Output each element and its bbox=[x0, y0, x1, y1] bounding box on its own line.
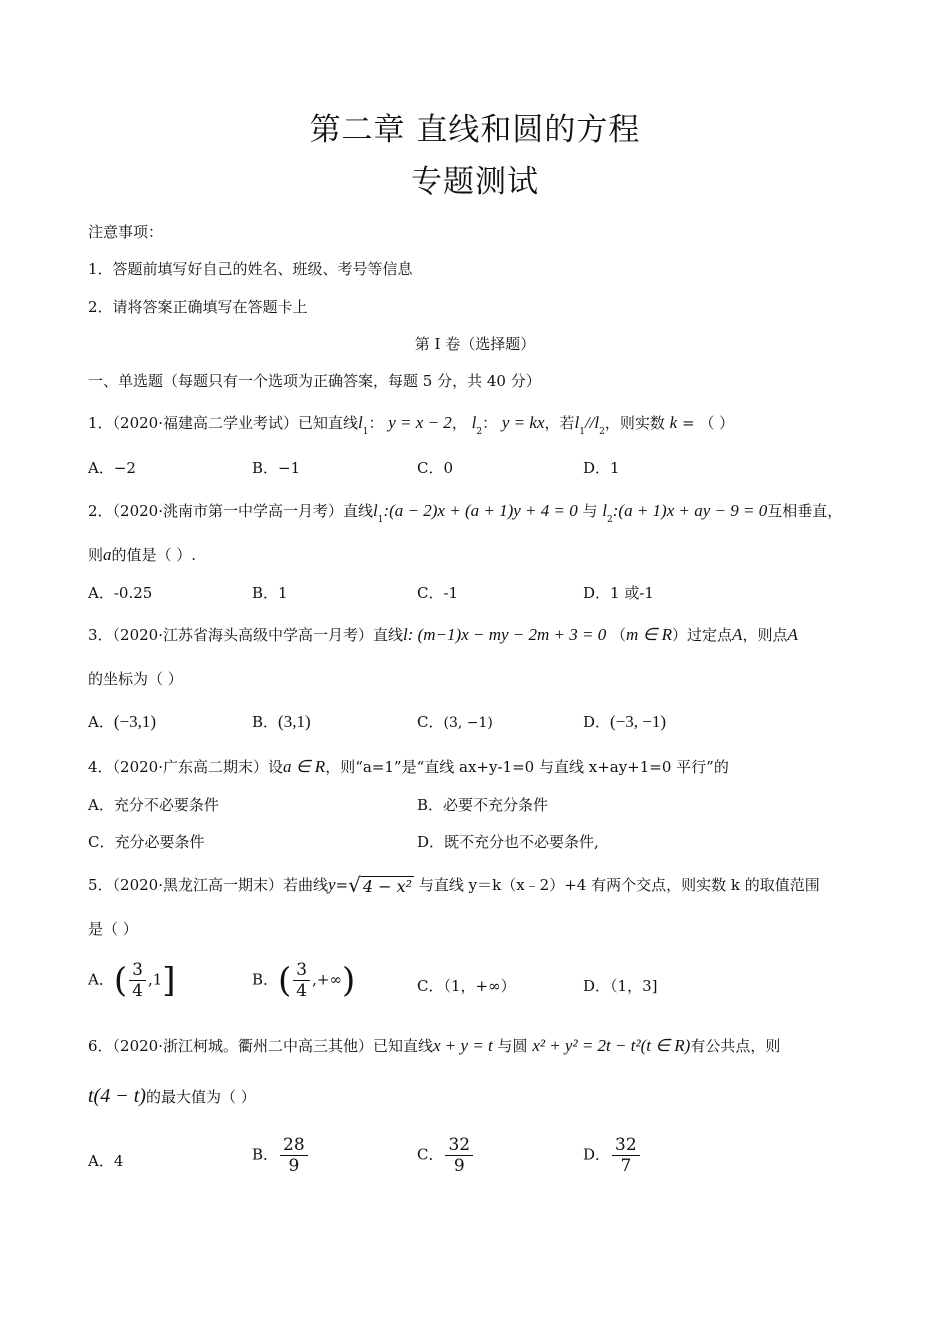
q5-y: y bbox=[328, 875, 336, 894]
q6-cond: (t ∈ R) bbox=[640, 1036, 691, 1055]
q6-d-frac bbox=[612, 1135, 640, 1176]
q4-text: ，则“a=1”是“直线 ax+y-1=0 与直线 x+ay+1=0 平行”的 bbox=[325, 758, 729, 776]
q3-eq: : (m−1)x − my − 2m + 3 = 0 bbox=[407, 625, 607, 644]
test-subtitle: 专题测试 bbox=[411, 164, 539, 200]
q5-option-a bbox=[88, 960, 176, 1001]
q6-expr: t(4 − t) bbox=[88, 1085, 146, 1107]
q4-cond: a ∈ R bbox=[283, 757, 326, 776]
q5-b-open: ( bbox=[278, 960, 292, 1001]
question-3-line2: 的坐标为（ ） bbox=[88, 670, 183, 688]
q2-stem: 2．（2020·洮南市第一中学高一月考）直线 bbox=[88, 502, 373, 520]
question-4 bbox=[88, 756, 729, 778]
q6-ask: 的最大值为（ ） bbox=[145, 1088, 256, 1106]
q3-option-c bbox=[417, 711, 493, 734]
q5-eqsign: = bbox=[335, 876, 349, 894]
q1-k: k bbox=[669, 413, 678, 432]
q2-ask: 的值是（ ）. bbox=[111, 546, 197, 564]
chapter-title: 第二章 直线和圆的方程 bbox=[309, 112, 641, 148]
q5-a-den: 4 bbox=[132, 981, 143, 1001]
q1-sep: ， bbox=[451, 414, 467, 432]
q4-stem: 4．（2020·广东高二期末）设 bbox=[88, 758, 283, 776]
q1-sub2: 2 bbox=[476, 427, 483, 437]
q2-sub2: 2 bbox=[607, 515, 613, 525]
q2-eq2: :(a + 1)x + ay − 9 = 0 bbox=[612, 501, 768, 520]
q3-option-c-value: (3, −1) bbox=[443, 715, 493, 731]
q2-eq1: :(a − 2)x + (a + 1)y + 4 = 0 bbox=[383, 501, 578, 520]
q3-stem: 3．（2020·江苏省海头高级中学高一月考）直线 bbox=[88, 626, 403, 644]
q2-end: 互相垂直， bbox=[767, 502, 843, 520]
q3-l: l bbox=[403, 625, 408, 644]
q3-option-d-label: D． bbox=[583, 713, 611, 731]
q2-option-a: A．-0.25 bbox=[88, 584, 153, 602]
q1-colon1: ： bbox=[368, 414, 384, 432]
q3-point-a: A bbox=[732, 625, 743, 644]
question-1 bbox=[88, 412, 734, 443]
q6-b-frac bbox=[280, 1135, 308, 1176]
q3-option-c-label: C． bbox=[417, 713, 444, 731]
q2-l2: l bbox=[602, 501, 608, 520]
question-3 bbox=[88, 624, 798, 646]
q1-colon2: ： bbox=[482, 414, 498, 432]
q1-sub1: 1 bbox=[362, 427, 369, 437]
q3-cond-open: （ bbox=[611, 626, 627, 644]
question-5-line2: 是（ ） bbox=[88, 920, 138, 938]
q3-option-b-value: (3,1) bbox=[278, 712, 311, 731]
q2-a: a bbox=[103, 545, 112, 564]
q5-a-close: ] bbox=[162, 960, 176, 1001]
q6-d-num: 32 bbox=[612, 1135, 640, 1156]
q5-b-num: 3 bbox=[293, 960, 310, 981]
q1-l2: l bbox=[471, 413, 477, 432]
q5-option-b-label: B． bbox=[252, 970, 279, 989]
q5-option-c: C．（1，+∞） bbox=[417, 977, 516, 995]
q6-option-c-label: C． bbox=[417, 1145, 444, 1164]
question-5 bbox=[88, 874, 820, 898]
q6-stem: 6．（2020·浙江柯城。衢州二中高三其他）已知直线 bbox=[88, 1037, 433, 1055]
q2-l1: l bbox=[373, 501, 378, 520]
q1-eq2: y = kx bbox=[501, 413, 545, 432]
q6-mid: 与圆 bbox=[492, 1037, 533, 1055]
q5-a-tail: ,1 bbox=[147, 970, 163, 989]
q5-option-b bbox=[252, 960, 355, 1001]
q1-par-sym: //l bbox=[584, 413, 600, 432]
q1-eq1: y = x − 2 bbox=[388, 413, 452, 432]
q6-option-c bbox=[417, 1135, 475, 1176]
q5-option-a-label: A． bbox=[88, 970, 114, 989]
question-2-line2 bbox=[88, 544, 196, 566]
q2-option-b: B．1 bbox=[252, 584, 288, 602]
q6-option-a: A．4 bbox=[88, 1152, 124, 1170]
q6-b-den: 9 bbox=[288, 1156, 300, 1176]
q4-option-a: A．充分不必要条件 bbox=[88, 796, 219, 814]
note-item-1: 1．答题前填写好自己的姓名、班级、考号等信息 bbox=[88, 260, 413, 278]
question-6 bbox=[88, 1035, 780, 1057]
q5-a-frac bbox=[129, 960, 146, 1001]
q6-option-d bbox=[583, 1135, 642, 1176]
question-2 bbox=[88, 500, 842, 531]
q1-par-sub1: 1 bbox=[579, 427, 585, 437]
q2-sub1: 1 bbox=[377, 515, 384, 525]
q6-c-frac bbox=[445, 1135, 473, 1176]
q3-option-a bbox=[88, 711, 156, 733]
q6-eq1: x + y = t bbox=[433, 1036, 493, 1055]
q3-cond: m ∈ R bbox=[626, 625, 673, 644]
q5-a-open: ( bbox=[113, 960, 128, 1001]
q2-option-d: D．1 或-1 bbox=[583, 584, 654, 602]
q4-option-b: B．必要不充分条件 bbox=[417, 796, 549, 814]
q5-radicand: 4 − x² bbox=[362, 877, 413, 896]
q5-stem: 5．（2020·黑龙江高一期末）若曲线 bbox=[88, 876, 328, 894]
q5-b-close: ) bbox=[341, 960, 356, 1001]
q3-end: ，则点 bbox=[742, 626, 788, 644]
q1-par-l: l bbox=[574, 413, 580, 432]
q1-l1: l bbox=[358, 413, 363, 432]
part-heading: 一、单选题（每题只有一个选项为正确答案，每题 5 分，共 40 分） bbox=[88, 372, 541, 390]
q6-c-num: 32 bbox=[445, 1135, 473, 1156]
q5-b-tail: ,+∞ bbox=[312, 970, 342, 989]
q1-par-sub2: 2 bbox=[599, 427, 605, 437]
q5-b-den: 4 bbox=[296, 981, 308, 1001]
q5-option-d: D．（1，3] bbox=[583, 977, 658, 995]
q6-end: 有公共点，则 bbox=[690, 1037, 781, 1055]
q1-stem: 1．（2020·福建高二学业考试）已知直线 bbox=[88, 414, 358, 432]
q3-cond-close: ）过定点 bbox=[672, 626, 733, 644]
question-6-line2 bbox=[88, 1085, 256, 1108]
q6-c-den: 9 bbox=[453, 1156, 465, 1176]
q2-option-c: C．-1 bbox=[417, 584, 459, 602]
q3-option-d-value: (−3, −1) bbox=[610, 712, 667, 731]
q6-option-d-label: D． bbox=[583, 1145, 611, 1164]
q5-a-num: 3 bbox=[129, 960, 146, 981]
q5-b-frac bbox=[293, 960, 310, 1001]
q4-option-c: C．充分必要条件 bbox=[88, 833, 205, 851]
q1-tail: = （ ） bbox=[677, 414, 735, 432]
q3-point-a2: A bbox=[787, 625, 798, 644]
q6-d-den: 7 bbox=[620, 1156, 632, 1176]
sqrt-icon: √ bbox=[348, 873, 361, 897]
q3-option-d bbox=[583, 711, 666, 733]
note-item-2: 2．请将答案正确填写在答题卡上 bbox=[88, 298, 308, 316]
q1-option-d: D．1 bbox=[583, 459, 620, 477]
q1-option-a: A．−2 bbox=[88, 459, 136, 477]
q5-sqrt bbox=[348, 874, 414, 898]
q1-option-b: B．−1 bbox=[252, 459, 301, 477]
q3-option-b-label: B． bbox=[252, 713, 279, 731]
q6-option-b-label: B． bbox=[252, 1145, 279, 1164]
q4-option-d: D．既不充分也不必要条件, bbox=[417, 833, 599, 851]
q2-mid: 与 bbox=[577, 502, 603, 520]
q1-end: ，则实数 bbox=[604, 414, 665, 432]
q3-option-b bbox=[252, 711, 311, 733]
q6-eq2: x² + y² = 2t − t² bbox=[532, 1036, 641, 1055]
section-heading: 第 I 卷（选择题） bbox=[414, 335, 536, 353]
q2-then: 则 bbox=[88, 546, 104, 564]
q1-option-c: C．0 bbox=[417, 459, 454, 477]
q6-option-b bbox=[252, 1135, 310, 1176]
q5-text: 与直线 y＝k（x﹣2）+4 有两个交点，则实数 k 的取值范围 bbox=[418, 876, 820, 894]
q3-option-a-value: (−3,1) bbox=[113, 712, 157, 731]
q3-option-a-label: A． bbox=[88, 713, 114, 731]
q6-b-num: 28 bbox=[280, 1135, 308, 1156]
notes-heading: 注意事项： bbox=[88, 223, 164, 241]
q1-mid: ，若 bbox=[544, 414, 575, 432]
